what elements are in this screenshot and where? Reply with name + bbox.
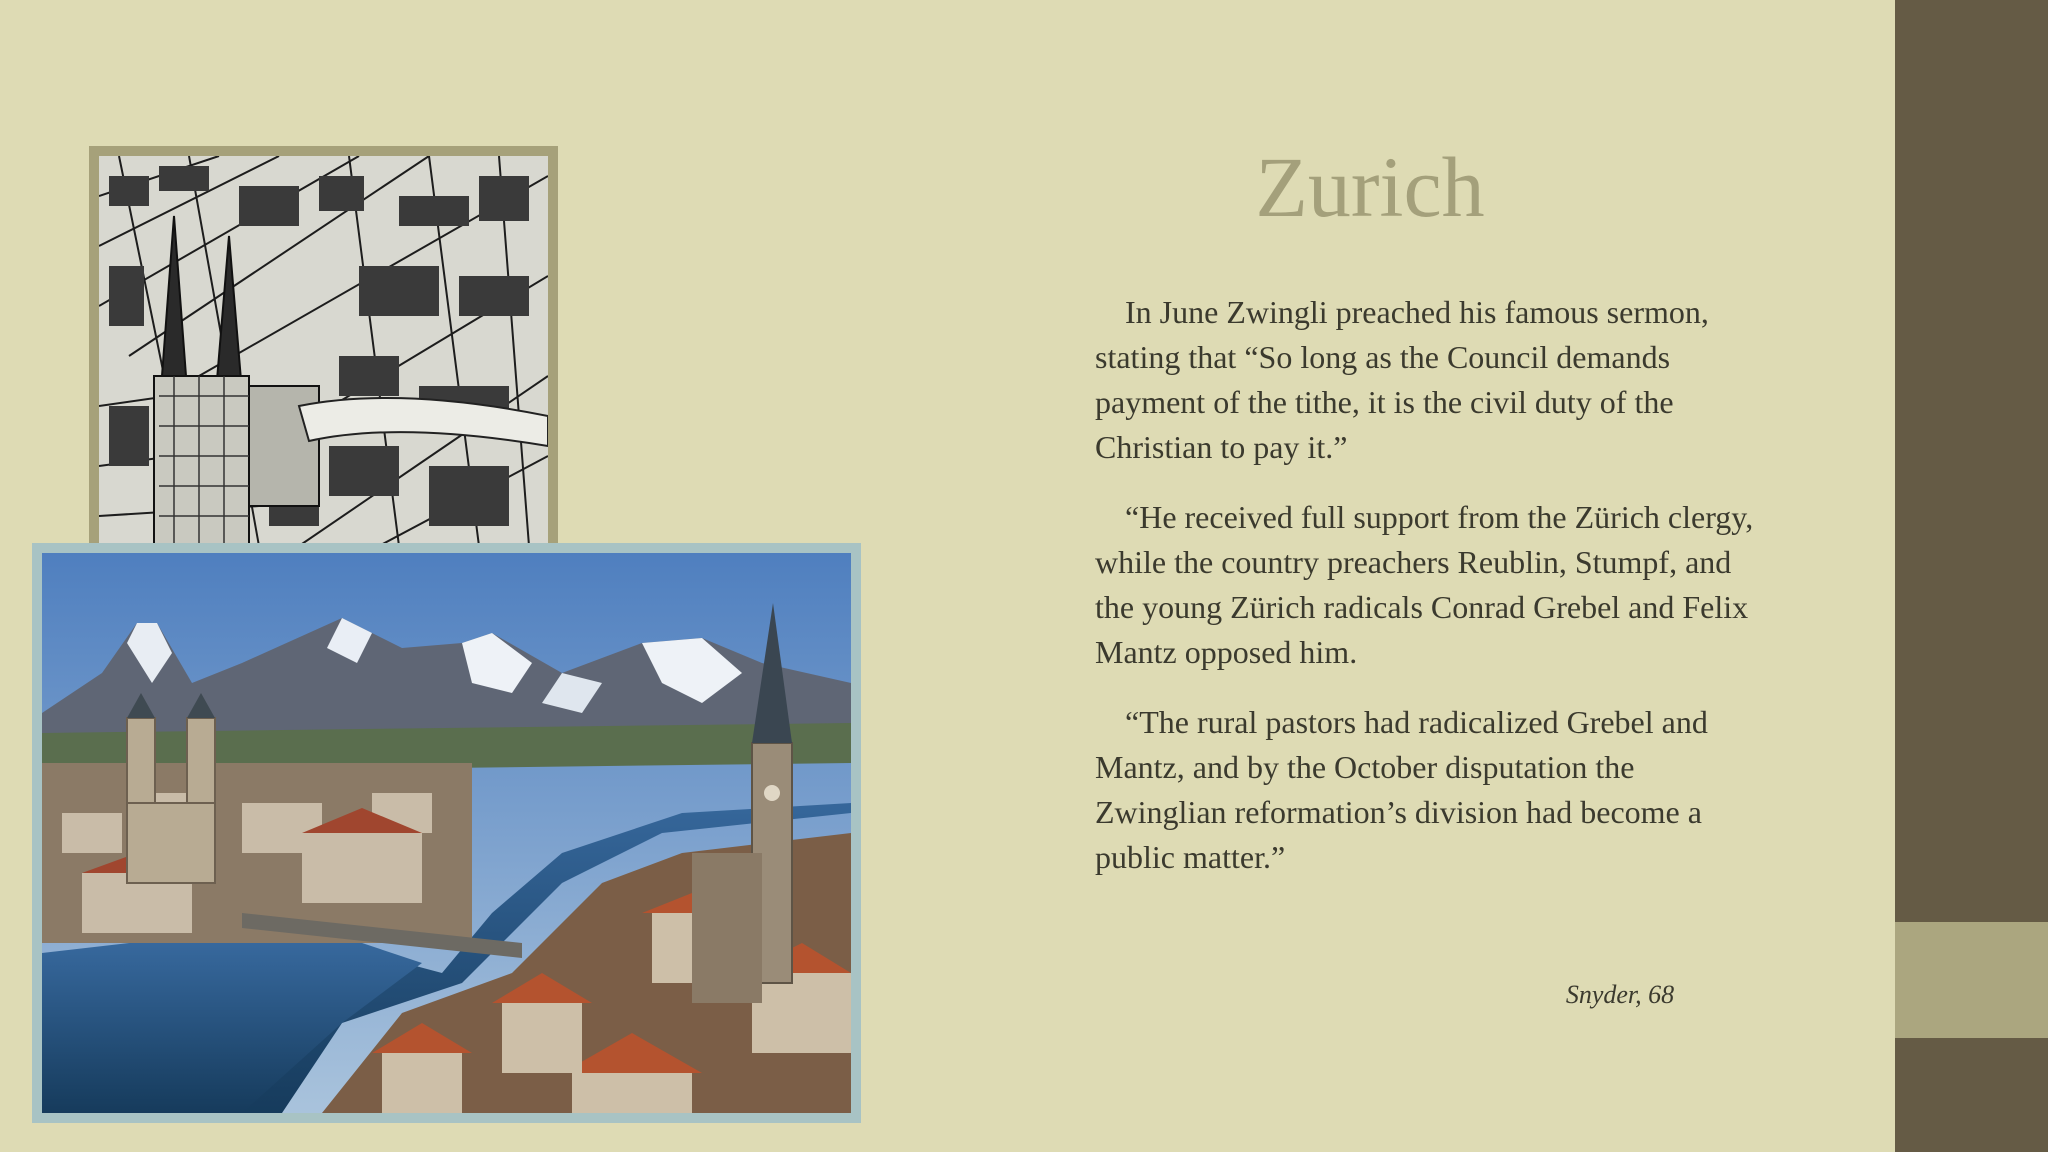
slide-body	[1095, 290, 1755, 905]
slide-title: Zurich	[1255, 139, 1485, 235]
old-zurich-engraving-image	[89, 146, 558, 546]
sidebar-accent-top	[1895, 0, 2048, 922]
citation: Snyder, 68	[1565, 980, 1675, 1009]
paragraph-3: “The rural pastors had radicalized Grebel and Mantz, and by the October disputation the Zwinglian reformation’s division had become a public matter.”	[1095, 704, 1708, 875]
sidebar-accent-bottom	[1895, 1038, 2048, 1152]
paragraph-2: “He received full support from the Zürich clergy, while the country preachers Reublin, Stumpf, and the young Zürich radicals Conrad Grebel and Felix Mantz opposed him.	[1095, 499, 1754, 670]
paragraph-1: In June Zwingli preached his famous sermon, stating that “So long as the Council demands payment of the tithe, it is the civil duty of the Christian to pay it.”	[1095, 294, 1709, 465]
sidebar-accent-middle	[1895, 922, 2048, 1038]
zurich-aerial-photo	[32, 543, 861, 1123]
